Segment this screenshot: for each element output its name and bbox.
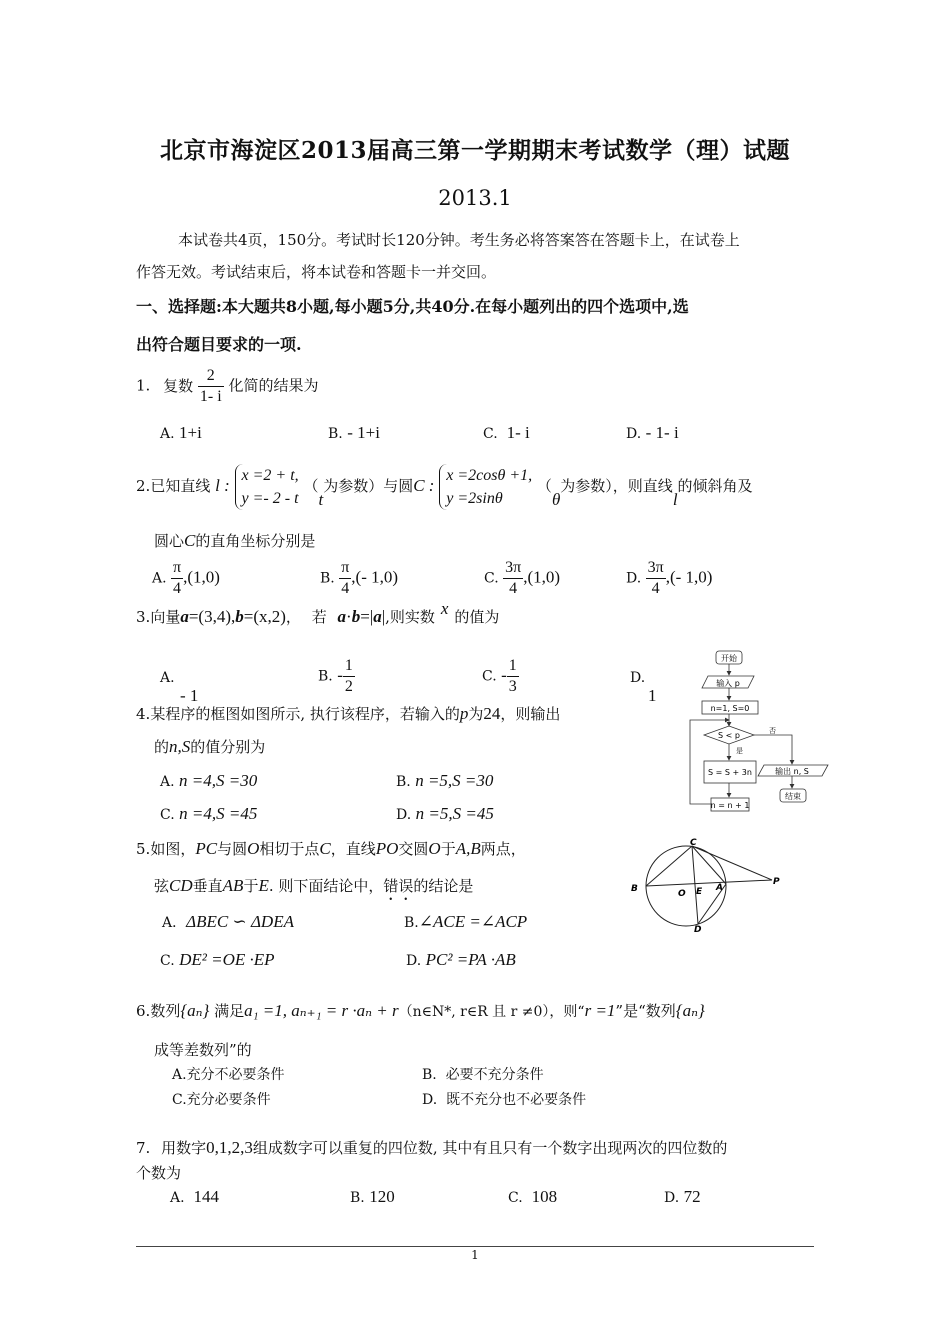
q4-line2-pre: 的 (154, 738, 170, 756)
label-p: P (773, 877, 780, 887)
q5-po: PO (375, 839, 399, 858)
q2-option-a[interactable] (152, 558, 220, 599)
q3-option-b[interactable] (318, 656, 355, 697)
q1-frac-num: 2 (198, 366, 224, 387)
q2-param2-open: （ (536, 477, 552, 495)
option-value: n =4,S =45 (179, 804, 258, 823)
q1-number: 1. (136, 376, 151, 395)
q2-sys1-a: x =2 + t, (241, 467, 299, 484)
q3-cond-b: b (351, 607, 361, 626)
option-label: C. (160, 807, 175, 823)
option-label: D. (626, 570, 642, 587)
q5-cd: CD (169, 876, 193, 895)
page-title: 北京市海淀区2013届高三第一学期期末考试数学（理）试题 (159, 137, 790, 164)
q5-t9: . 则下面结论中， (268, 877, 384, 895)
q6-number: 6. (136, 1002, 151, 1020)
q3-post2: 的值为 (454, 608, 500, 626)
q4-number: 4. (136, 705, 151, 723)
option-value: n =5,S =30 (415, 771, 494, 790)
q5-option-d[interactable] (406, 950, 516, 970)
frac-den: 3 (508, 678, 517, 695)
q3-eq1: =(3,4), (188, 607, 236, 626)
option-tail: ,(- 1,0) (351, 567, 399, 587)
label-a: A (716, 883, 723, 893)
q2-line2-pre: 圆心 (154, 532, 185, 550)
q5-ab: A,B (455, 839, 481, 858)
q4-line2-post: 的值分别为 (190, 738, 266, 756)
flow-output-label: 输出 n, S (775, 767, 809, 776)
question-2 (136, 464, 753, 510)
q2-sys1-b: y =- 2 - t (241, 490, 299, 507)
option-label: A. (160, 670, 175, 686)
flow-cond-label: S < p (718, 731, 740, 740)
question-6 (136, 1000, 705, 1021)
frac-num: 3π (503, 558, 523, 579)
q7-option-d[interactable] (664, 1187, 701, 1207)
q4-val: 24 (483, 704, 501, 723)
frac-den: 4 (341, 580, 350, 597)
q6-t1: 满足 (214, 1002, 245, 1020)
option-label: A. (152, 570, 167, 587)
q5-line-2 (154, 875, 473, 904)
q2-option-b[interactable] (320, 558, 398, 599)
q5-t5: 于 (440, 840, 456, 858)
option-value: 必要不充分条件 (445, 1067, 544, 1083)
question-3 (136, 599, 500, 627)
q6-seq: {aₙ} (180, 1001, 210, 1020)
frac-num: 3π (646, 558, 666, 579)
q1-option-d[interactable] (626, 423, 679, 443)
q5-t3: ，直线 (330, 840, 376, 858)
q4-flowchart (684, 646, 834, 824)
option-label: C. (172, 1092, 187, 1108)
option-value: 1+i (179, 423, 202, 442)
q2-paren: （ (303, 477, 319, 495)
option-label: D. (396, 807, 412, 823)
option-label: B. (396, 774, 411, 790)
q5-e: E (258, 876, 269, 895)
option-label: D. (630, 670, 646, 686)
q5-o: O (247, 839, 260, 858)
q3-ruo: 若 (311, 608, 327, 626)
q1-fraction (198, 366, 224, 407)
q5-geometry-figure (626, 836, 786, 932)
q7-option-a[interactable] (170, 1187, 219, 1207)
option-fraction (171, 558, 183, 599)
option-value: 充分必要条件 (186, 1092, 271, 1108)
option-label: C. (508, 1190, 523, 1206)
line-ca (692, 846, 726, 884)
section-header-line-1: 一、选择题:本大题共8小题,每小题5分,共40分.在每小题列出的四个选项中,选 (136, 297, 689, 316)
q6-seq2: {aₙ} (675, 1001, 705, 1020)
q4-option-b[interactable] (396, 771, 493, 791)
q5-option-b[interactable] (404, 912, 527, 932)
q5-t4: 交圆 (398, 840, 429, 858)
label-c: C (690, 838, 697, 848)
flow-update-n-label: n = n + 1 (710, 801, 750, 810)
option-label: C. (482, 668, 497, 685)
option-value: 充分不必要条件 (186, 1067, 285, 1083)
option-value: ΔBEC ∽ ΔDEA (186, 912, 294, 931)
frac-num: 1 (343, 656, 355, 677)
q5-t8: 于 (243, 877, 259, 895)
flow-end-label: 结束 (785, 792, 801, 801)
intro-line-1: 本试卷共4页，150分。考试时长120分钟。考生务必将答案答在答题卡上，在试卷上 (178, 231, 740, 249)
q2-param2: θ (551, 490, 561, 509)
q4-option-c[interactable] (160, 804, 257, 824)
q4-line-2 (154, 736, 265, 757)
option-value: 1- i (506, 423, 530, 442)
q6-paren: （n∈N*, r∈R 且 r ≠0），则“ (398, 1004, 585, 1020)
q3-var: x (440, 599, 449, 618)
q5-pre: 如图， (150, 840, 196, 858)
question-4 (136, 703, 560, 724)
flow-update-s-label: S = S + 3n (708, 768, 752, 777)
q3-cond-a2: a (373, 607, 382, 626)
option-value: 既不充分也不必要条件 (446, 1092, 587, 1108)
option-label: A. (160, 774, 175, 790)
q5-t6: 两点， (480, 840, 526, 858)
q2-param1-text: 为参数）与圆 (323, 477, 414, 495)
q5-number: 5. (136, 840, 151, 858)
q3-cond-eq: =| (360, 607, 374, 626)
q1-option-b[interactable] (328, 423, 380, 443)
flow-init-label: n=1, S=0 (710, 704, 750, 713)
q2-param1: t (318, 490, 324, 509)
question-7 (136, 1137, 727, 1158)
q4-pre: 某程序的框图如图所示, 执行该程序，若输入的 (150, 705, 460, 723)
option-fraction (507, 656, 519, 697)
frac-den: 2 (344, 678, 353, 695)
option-fraction (343, 656, 355, 697)
page-number: 1 (471, 1248, 479, 1262)
option-label: C. (483, 426, 498, 442)
q5-c: C (319, 839, 331, 858)
option-tail: ,(1,0) (183, 567, 220, 587)
option-label: B. (320, 570, 335, 587)
option-label: D. (626, 426, 642, 442)
option-label: C. (484, 570, 499, 587)
q2-sys2-b: y =2sinθ (446, 490, 503, 507)
question-5 (136, 838, 526, 859)
option-label: B. (422, 1067, 437, 1083)
q2-number: 2. (136, 477, 151, 495)
q4-line2-vars: n,S (169, 737, 191, 756)
question-1 (136, 366, 318, 407)
q2-system-2 (439, 464, 532, 510)
q2-line-l: l (672, 490, 678, 509)
label-b: B (631, 884, 638, 894)
q2-option-d[interactable] (626, 558, 712, 599)
q5-option-c[interactable] (160, 950, 275, 970)
option-label: B. (404, 915, 419, 931)
q3-option-a[interactable] (160, 670, 198, 706)
q6-option-d[interactable] (422, 1089, 586, 1109)
option-sign: - (337, 665, 343, 685)
q3-eq2: =(x,2) (243, 607, 286, 626)
option-label: D. (664, 1190, 680, 1206)
flow-yes-label: 是 (736, 747, 743, 755)
q5-t7: 垂直 (192, 877, 223, 895)
option-label: A. (170, 1190, 185, 1206)
option-label: D. (422, 1092, 438, 1108)
option-value: n =4,S =30 (179, 771, 258, 790)
q5-pc: PC (195, 839, 218, 858)
q5-option-a[interactable] (162, 912, 294, 932)
q4-var-p: p (459, 704, 469, 723)
circle-o (646, 846, 726, 926)
option-label: B. (328, 426, 343, 442)
q3-option-c[interactable] (482, 656, 519, 697)
q2-pre: 已知直线 (150, 477, 211, 495)
q5-ab2: AB (222, 876, 244, 895)
q3-vec-b: b (235, 607, 244, 626)
option-value: 144 (193, 1187, 219, 1206)
option-label: A． (162, 915, 187, 931)
q3-vec-a: a (180, 607, 189, 626)
q5-line2-pre: 弦 (154, 877, 170, 895)
q3-post: ,则实数 (385, 608, 435, 626)
option-value: DE² =OE ·EP (179, 950, 275, 969)
q7-line-2: 个数为 (136, 1164, 182, 1182)
q1-pre: 复数 (163, 376, 194, 395)
option-label: B. (318, 668, 333, 685)
q7-post: 组成数字可以重复的四位数, 其中有且只有一个数字出现两次的四位数的 (252, 1139, 728, 1157)
option-label: A. (172, 1067, 187, 1083)
line-bp (646, 880, 772, 886)
q7-pre: 用数字 (161, 1139, 207, 1157)
frac-den: 4 (509, 580, 518, 597)
q3-cond-dot: · (346, 607, 352, 626)
frac-num: 1 (507, 656, 519, 677)
option-value: - 1+i (347, 423, 380, 442)
q3-option-d[interactable] (630, 670, 657, 706)
q6-line-2: 成等差数列”的 (154, 1041, 252, 1059)
q4-option-d[interactable] (396, 804, 494, 824)
option-value: 1 (648, 686, 657, 705)
q7-option-c[interactable] (508, 1187, 557, 1207)
q6-option-c[interactable] (172, 1089, 271, 1109)
flow-input-label: 输入 p (716, 679, 740, 688)
exam-date: 2013.1 (438, 186, 512, 210)
q1-post: 化简的结果为 (228, 376, 319, 395)
q6-r1: r =1 (584, 1001, 616, 1020)
q6-pre: 数列 (150, 1002, 181, 1020)
option-label: B. (350, 1190, 365, 1206)
frac-den: 4 (651, 580, 660, 597)
option-label: A. (160, 426, 175, 442)
flow-start-label: 开始 (721, 654, 737, 663)
option-label: D. (406, 953, 422, 969)
q5-o2: O (428, 839, 441, 858)
option-label: C. (160, 953, 175, 969)
q6-option-a[interactable] (172, 1064, 285, 1084)
q2-param2-text: 为参数），则直线 (560, 477, 673, 495)
option-fraction (339, 558, 351, 599)
option-value: - 1 (180, 686, 199, 705)
q3-cond-end: | (381, 607, 386, 626)
line-bc (646, 846, 692, 886)
option-fraction (503, 558, 523, 599)
option-tail: ,(- 1,0) (665, 567, 713, 587)
footer-divider (136, 1246, 814, 1247)
label-d: D (694, 925, 702, 932)
q5-t1: 与圆 (217, 840, 248, 858)
frac-num: π (339, 558, 351, 579)
q5-t2: 相切于点 (259, 840, 320, 858)
line-cp (692, 846, 772, 880)
q2-line-name: l : (215, 476, 230, 495)
option-value: PC² =PA ·AB (425, 950, 516, 969)
q4-post: ，则输出 (500, 705, 561, 723)
chord-cd (692, 846, 698, 924)
q7-option-b[interactable] (350, 1187, 395, 1207)
q3-comma: ， (285, 608, 301, 626)
q2-line-2 (154, 530, 315, 551)
frac-num: π (171, 558, 183, 579)
q2-system-1 (235, 464, 299, 510)
q5-t10: 的结论是 (413, 877, 474, 895)
option-value: 72 (683, 1187, 701, 1206)
q7-digits: 0,1,2,3 (206, 1138, 253, 1157)
label-e: E (696, 887, 703, 897)
q3-number: 3. (136, 608, 151, 626)
q5-cuowu: 错误 (383, 877, 414, 895)
q1-option-a[interactable] (160, 423, 202, 443)
q2-tail: 的倾斜角及 (677, 477, 753, 495)
q4-mid: 为 (468, 705, 484, 723)
option-tail: ,(1,0) (523, 567, 561, 587)
q7-number: 7. (136, 1139, 151, 1157)
intro-line-2: 作答无效。考试结束后，将本试卷和答题卡一并交回。 (136, 263, 497, 281)
q6-cond: a₁ =1, aₙ₊₁ = r ·aₙ + r (244, 1001, 399, 1020)
q2-circle-name: C : (413, 476, 435, 495)
option-fraction (646, 558, 666, 599)
q2-line2-c: C (184, 531, 196, 550)
q3-cond-a: a (337, 607, 347, 626)
q1-option-c[interactable] (483, 423, 530, 443)
option-value: 108 (531, 1187, 558, 1206)
q4-option-a[interactable] (160, 771, 257, 791)
q3-pre: 向量 (150, 608, 181, 626)
section-header-line-2: 出符合题目要求的一项. (136, 335, 302, 354)
frac-den: 4 (173, 580, 182, 597)
q2-line2-post: 的直角坐标分别是 (195, 532, 316, 550)
q6-option-b[interactable] (422, 1064, 544, 1084)
option-value: n =5,S =45 (415, 804, 494, 823)
option-value: - 1- i (645, 423, 679, 442)
option-sign: - (501, 665, 507, 685)
flow-arrow (754, 735, 792, 764)
label-o: O (678, 889, 686, 899)
option-value: ∠ACE =∠ACP (418, 912, 528, 931)
q1-frac-den: 1- i (199, 388, 222, 405)
flow-no-label: 否 (769, 727, 776, 735)
option-value: 120 (369, 1187, 395, 1206)
q2-option-c[interactable] (484, 558, 560, 599)
q2-sys2-a: x =2cosθ +1, (446, 467, 533, 484)
q6-t2: ”是“数列 (615, 1002, 676, 1020)
